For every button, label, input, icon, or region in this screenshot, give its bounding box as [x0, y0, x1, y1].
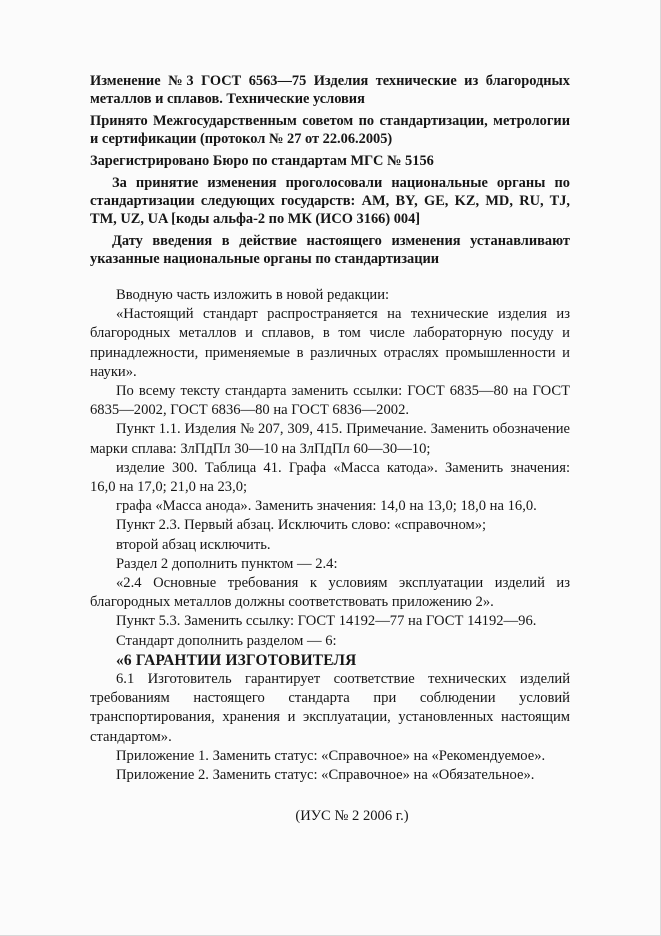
body-paragraph: Вводную часть изложить в новой редакции:	[116, 287, 390, 303]
amendment-title: Изменение №3 ГОСТ 6563—75 Изделия технические из благородных металлов и сплавов. Технические условия	[90, 73, 570, 107]
body-paragraph: Пункт 1.1. Изделия № 207, 309, 415. Примечание. Заменить обозначение марки сплава: ЗлПдПл 30—10 на ЗлПдПл 60—30—10;	[90, 421, 570, 457]
body-paragraph: «2.4 Основные требования к условиям эксплуатации изделий из благородных металлов должны соответствовать приложению 2».	[90, 575, 570, 611]
section-6-text: 6.1 Изготовитель гарантирует соответствие технических изделий требованиям настоящего стандарта при соблюдении условий транспортирования, хранения и эксплуатации, установленных настоящим стандартом».	[90, 671, 570, 745]
appendix-change: Приложение 2. Заменить статус: «Справочное» на «Обязательное».	[116, 767, 535, 784]
body-paragraph: графа «Масса анода». Заменить значения: 14,0 на 13,0; 18,0 на 16,0.	[116, 498, 537, 515]
adopted-by-statement: Принято Межгосударственным советом по стандартизации, метрологии и сертификации (протокол № 27 от 22.06.2005)	[90, 113, 570, 147]
body-paragraph: изделие 300. Таблица 41. Графа «Масса катода». Заменить значения: 16,0 на 17,0; 21,0 на 23,0;	[90, 459, 570, 496]
source-reference: (ИУС № 2 2006 г.)	[295, 808, 409, 825]
body-paragraph: Раздел 2 дополнить пунктом — 2.4:	[116, 555, 338, 572]
document-content	[90, 72, 570, 826]
appendix-change: Приложение 1. Заменить статус: «Справочное» на «Рекомендуемое».	[116, 747, 546, 764]
voting-countries-statement: За принятие изменения проголосовали национальные органы по стандартизации следующих государств: AM, BY, GE, KZ, MD, RU, TJ, TM, UZ, UA [коды альфа-2 по МК (ИСО 3166) 004]	[90, 175, 570, 227]
body-paragraph: «Настоящий стандарт распространяется на технические изделия из благородных металлов и сплавов, в том числе лабораторную посуду и принадлежности, применяемые в различных отраслях промышленности и науки».	[90, 306, 570, 380]
registration-statement: Зарегистрировано Бюро по стандартам МГС № 5156	[90, 153, 434, 169]
body-paragraph: По всему тексту стандарта заменить ссылки: ГОСТ 6835—80 на ГОСТ 6835—2002, ГОСТ 6836—80 на ГОСТ 6836—2002.	[90, 383, 570, 419]
body-paragraph: Стандарт дополнить разделом — 6:	[116, 632, 337, 649]
body-paragraph: Пункт 5.3. Заменить ссылку: ГОСТ 14192—77 на ГОСТ 14192—96.	[116, 613, 537, 630]
body-paragraph: второй абзац исключить.	[116, 536, 271, 553]
effective-date-statement: Дату введения в действие настоящего изменения устанавливают указанные национальные органы по стандартизации	[90, 233, 570, 267]
body-paragraph: Пункт 2.3. Первый абзац. Исключить слово: «справочном»;	[116, 517, 487, 534]
section-6-title: «6 ГАРАНТИИ ИЗГОТОВИТЕЛЯ	[116, 651, 357, 669]
